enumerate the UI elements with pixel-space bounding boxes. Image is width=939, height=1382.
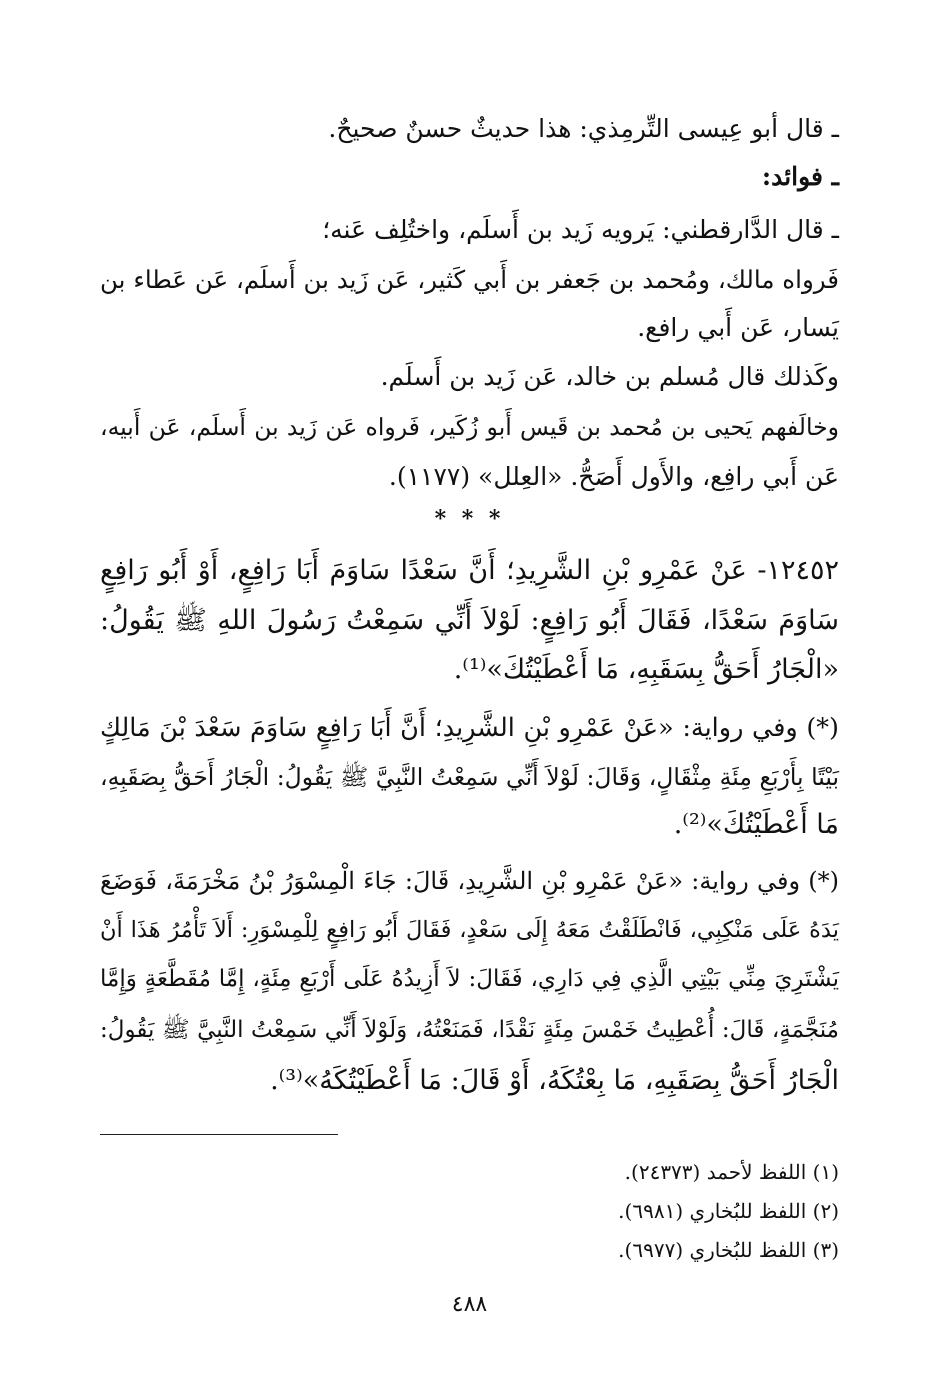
hadith-line: (*) وفي رواية: «عَنْ عَمْرِو بْنِ الشَّرِيدِ، قَالَ: جَاءَ الْمِسْوَرُ بْنُ مَخْرَمَةَ، فَوَضَعَ bbox=[100, 867, 839, 895]
hadith-line: الْجَارُ أَحَقُّ بِصَقَبِهِ، مَا بِعْتُكَهُ، أَوْ قَالَ: مَا أَعْطَيْتُكَهُ»⁽³⁾. bbox=[270, 1065, 839, 1096]
footnote: (٣) اللفظ للبُخاري (٦٩٧٧). bbox=[618, 1238, 839, 1262]
page-number: ٤٨٨ bbox=[451, 1292, 488, 1317]
text-line: يَسار، عَن أَبي رافع. bbox=[637, 313, 839, 342]
section-separator: * * * bbox=[434, 506, 505, 532]
text-line: فَرواه مالك، ومُحمد بن جَعفر بن أَبي كَثير، عَن زَيد بن أَسلَم، عَن عَطاء بن bbox=[100, 265, 839, 294]
hadith-line: مُنَجَّمَةٍ، قَالَ: أُعْطِيتُ خَمْسَ مِئَةٍ نَقْدًا، فَمَنَعْتُهُ، وَلَوْلاَ أَنِّي سَمِعْتُ النَّبِيَّ ﷺ يَقُولُ: bbox=[100, 1017, 839, 1043]
text-line: ـ قال أبو عِيسى التِّرمِذي: هذا حديثٌ حسنٌ صحيحٌ. bbox=[328, 114, 839, 143]
hadith-line: (*) وفي رواية: «عَنْ عَمْرِو بْنِ الشَّرِيدِ؛ أَنَّ أَبَا رَافِعٍ سَاوَمَ سَعْدَ بْنَ مَالِكٍ bbox=[100, 713, 839, 743]
footnote-divider bbox=[100, 1134, 338, 1135]
text-line: ـ قال الدَّارقطني: يَرويه زَيد بن أَسلَم، واختُلِف عَنه؛ bbox=[322, 215, 839, 244]
hadith-line: يَدَهُ عَلَى مَنْكِبِي، فَانْطَلَقْتُ مَعَهُ إِلَى سَعْدٍ، فَقَالَ أَبُو رَافِعٍ لِلْمِسْوَرِ: أَلاَ تَأْمُرُ هَذَا أَنْ bbox=[100, 917, 839, 943]
footnote: (٢) اللفظ للبُخاري (٦٩٨١). bbox=[618, 1199, 839, 1223]
hadith-line: ١٢٤٥٢- عَنْ عَمْرِو بْنِ الشَّرِيدِ؛ أَنَّ سَعْدًا سَاوَمَ أَبَا رَافِعٍ، أَوْ أَبُو رَافِعٍ bbox=[100, 555, 839, 586]
hadith-line: بَيْتًا بِأَرْبَعِ مِئَةِ مِثْقَالٍ، وَقَالَ: لَوْلاَ أَنِّي سَمِعْتُ النَّبِيَّ ﷺ يَقُولُ: الْجَارُ أَحَقُّ بِصَقَبِهِ، bbox=[100, 763, 839, 791]
text-line: عَن أَبي رافِع، والأَول أَصَحُّ. «العِلل» (١١٧٧). bbox=[388, 462, 839, 491]
hadith-line: «الْجَارُ أَحَقُّ بِسَقَبِهِ، مَا أَعْطَيْتُكَ»⁽¹⁾. bbox=[453, 654, 839, 685]
hadith-line: سَاوَمَ سَعْدًا، فَقَالَ أَبُو رَافِعٍ: لَوْلاَ أَنِّي سَمِعْتُ رَسُولَ اللهِ ﷺ يَقُولُ: bbox=[100, 605, 839, 636]
text-line: وخالَفهم يَحيى بن مُحمد بن قَيس أَبو زُكَير، فَرواه عَن زَيد بن أَسلَم، عَن أَبيه، bbox=[100, 413, 839, 441]
hadith-line: مَا أَعْطَيْتُكَ»⁽²⁾. bbox=[673, 809, 839, 840]
hadith-line: يَشْتَرِيَ مِنِّي بَيْتِي الَّذِي فِي دَارِي، فَقَالَ: لاَ أَزِيدُهُ عَلَى أَرْبَعِ مِئَةٍ، إِمَّا مُقَطَّعَةٍ وَإِمَّا bbox=[100, 966, 839, 992]
section-heading: ـ فوائد: bbox=[761, 162, 839, 191]
text-line: وكَذلك قال مُسلم بن خالد، عَن زَيد بن أَسلَم. bbox=[380, 362, 839, 391]
footnote: (١) اللفظ لأحمد (٢٤٣٧٣). bbox=[624, 1160, 839, 1184]
